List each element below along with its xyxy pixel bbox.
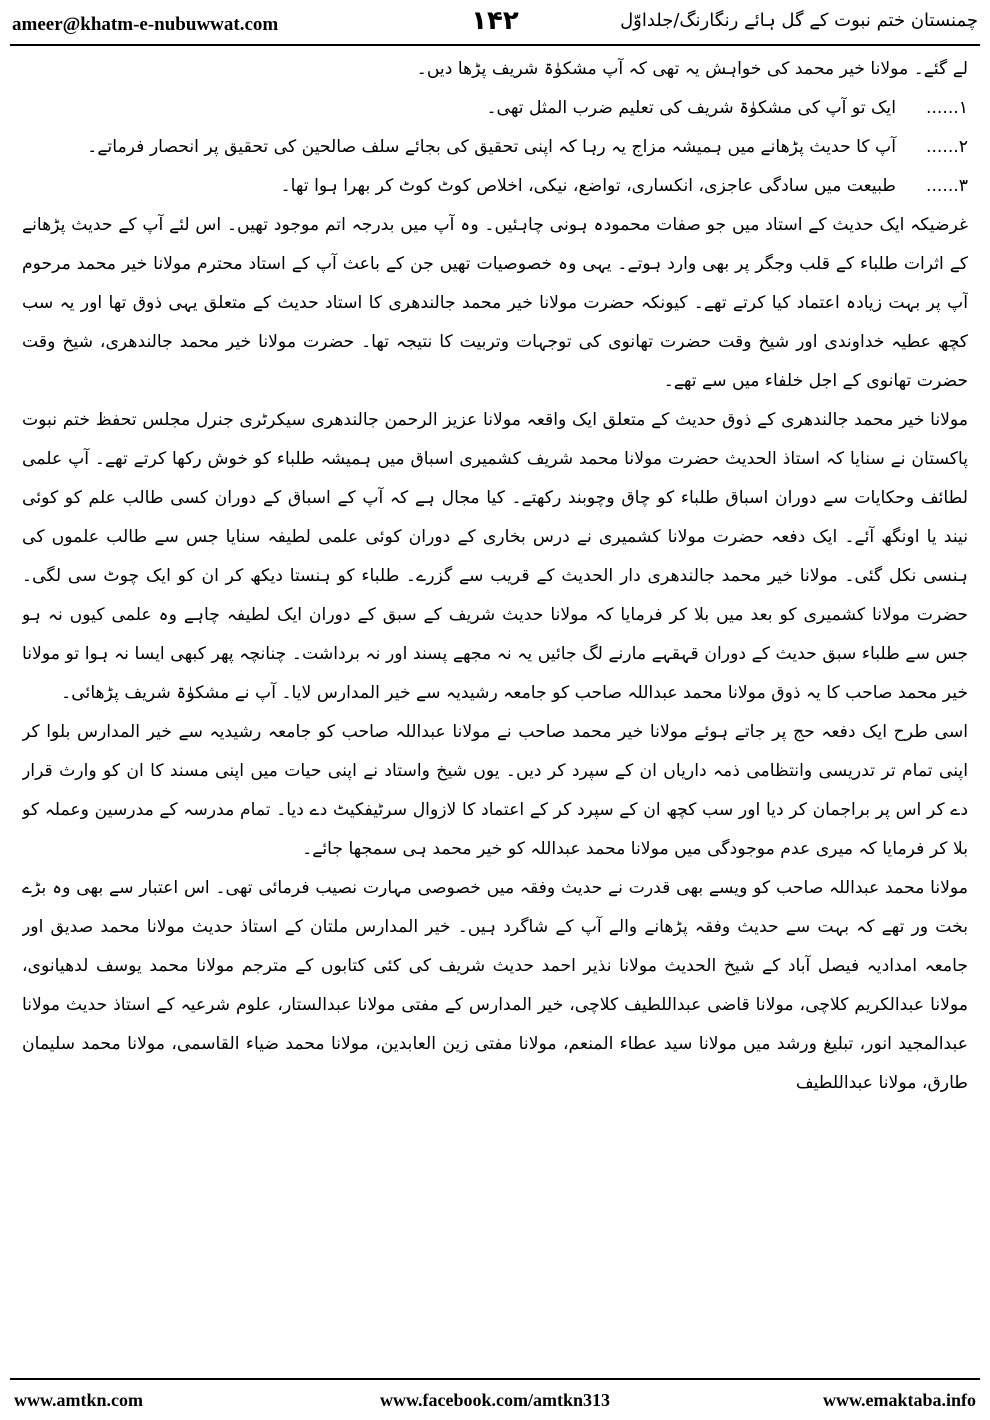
paragraph: اسی طرح ایک دفعہ حج پر جاتے ہوئے مولانا خیر محمد صاحب نے مولانا عبداللہ صاحب کو جامعہ رشیدیہ سے خیر المدارس بلوا کر اپنی تمام تر تدریسی وانتظامی ذمہ داریاں ان کے سپرد کر دیں۔ یوں شیخ واستاد نے اپنی حیات میں اپنی مسند کا ان کو وارث قرار دے کر اس پر براجمان کر دیا اور سب کچھ ان کے سپرد کر کے اعتماد کا لازوال سرٹیفکیٹ دے دیا۔ تمام مدرسہ کے مدرسین وعملہ کو بلا کر فرمایا کہ میری عدم موجودگی میں مولانا محمد عبداللہ کو خیر محمد ہی سمجھا جائے۔: [22, 722, 968, 859]
list-item-text: طبیعت میں سادگی عاجزی، انکساری، تواضع، نیکی، اخلاص کوٹ کوٹ کر بھرا ہوا تھا۔: [280, 176, 896, 196]
footer-divider: [10, 1378, 980, 1380]
list-item-number: ۱......: [925, 98, 968, 118]
book-title: چمنستان ختم نبوت کے گل ہائے رنگارنگ/جلداوّل: [620, 10, 978, 31]
header-email[interactable]: ameer@khatm-e-nubuwwat.com: [12, 14, 279, 35]
list-item-text: ایک تو آپ کی مشکوٰۃ شریف کی تعلیم ضرب المثل تھی۔: [486, 98, 896, 118]
list-item: [22, 128, 968, 167]
page-number: ۱۴۲: [471, 6, 519, 36]
list-item: [22, 89, 968, 128]
paragraph: مولانا خیر محمد جالندھری کے ذوق حدیث کے متعلق ایک واقعہ مولانا عزیز الرحمن جالندھری سیکرٹری جنرل مجلس تحفظ ختم نبوت پاکستان نے سنایا کہ استاذ الحدیث حضرت مولانا محمد شریف کشمیری اسباق میں ہمیشہ طلباء کو خوش رکھا کرتے تھے۔ آپ علمی لطائف وحکایات سے دوران اسباق طلباء کو چاق وچوبند رکھتے۔ کیا مجال ہے کہ آپ کے اسباق کے دوران کسی طالب علم کو کوئی نیند یا اونگھ آئے۔ ایک دفعہ حضرت مولانا کشمیری نے درس بخاری کے دوران کوئی علمی لطیفہ سنایا جس سے طالب علموں کی ہنسی نکل گئی۔ مولانا خیر محمد جالندھری دار الحدیث کے قریب سے گزرے۔ طلباء کو ہنستا دیکھ کر ان کو ایک چوٹ سی لگی۔ حضرت مولانا کشمیری کو بعد میں بلا کر فرمایا کہ مولانا حدیث شریف کے سبق کے دوران ایک لطیفہ چاہے وہ علمی کیوں نہ ہو جس سے طلباء سبق حدیث کے دوران قہقہے مارنے لگ جائیں یہ نہ مجھے پسند اور نہ برداشت۔ چنانچہ پھر کبھی ایسا نہ ہوا تو مولانا خیر محمد صاحب کا یہ ذوق مولانا محمد عبداللہ صاحب کو جامعہ رشیدیہ سے خیر المدارس لایا۔ آپ نے مشکوٰۃ شریف پڑھائی۔: [22, 410, 968, 703]
paragraph: مولانا محمد عبداللہ صاحب کو ویسے بھی قدرت نے حدیث وفقہ میں خصوصی مہارت نصیب فرمائی تھی۔ اس اعتبار سے بھی وہ بڑے بخت ور تھے کہ بہت سے حدیث وفقہ پڑھانے والے آپ کے شاگرد ہیں۔ خیر المدارس ملتان کے استاذ حدیث مولانا محمد صدیق اور جامعہ امدادیہ فیصل آباد کے شیخ الحدیث مولانا نذیر احمد حدیث شریف کی کئی کتابوں کے مترجم مولانا محمد یوسف لدھیانوی، مولانا عبدالکریم کلاچی، مولانا قاضی عبداللطیف کلاچی، خیر المدارس کے مفتی مولانا عبدالستار، علوم شرعیہ کے استاذ حدیث مولانا عبدالمجید انور، تبلیغ ورشد میں مولانا سید عطاء المنعم، مولانا مفتی زین العابدین، مولانا محمد ضیاء القاسمی، مولانا محمد سلیمان طارق، مولانا عبداللطیف: [22, 878, 968, 1093]
paragraph-intro: لے گئے۔ مولانا خیر محمد کی خواہش یہ تھی کہ آپ مشکوٰۃ شریف پڑھا دیں۔: [416, 59, 968, 79]
footer-link-facebook[interactable]: www.facebook.com/amtkn313: [380, 1390, 610, 1410]
page-body: [22, 50, 968, 1372]
header-divider: [10, 44, 980, 46]
list-item: [22, 167, 968, 206]
footer-link-emaktaba[interactable]: www.emaktaba.info: [822, 1390, 976, 1410]
page-footer: [0, 1382, 990, 1420]
list-item-number: ۲......: [925, 137, 968, 157]
page-header: [0, 0, 990, 44]
list-item-text: آپ کا حدیث پڑھانے میں ہمیشہ مزاج یہ رہا کہ اپنی تحقیق کی بجائے سلف صالحین کی تحقیق پر انحصار فرماتے۔: [87, 137, 896, 157]
footer-link-website[interactable]: www.amtkn.com: [14, 1390, 143, 1410]
paragraph: غرضیکہ ایک حدیث کے استاد میں جو صفات محمودہ ہونی چاہئیں۔ وہ آپ میں بدرجہ اتم موجود تھیں۔ اس لئے آپ کے حدیث پڑھانے کے اثرات طلباء کے قلب وجگر پر بھی وارد ہوتے۔ یہی وہ خصوصیات تھیں جن کے باعث آپ کے استاد محترم مولانا خیر محمد مرحوم آپ پر بہت زیادہ اعتماد کیا کرتے تھے۔ کیونکہ حضرت مولانا خیر محمد جالندھری کا استاد حدیث کے متعلق یہی ذوق تھا اور یہ سب کچھ عطیہ خداوندی اور شیخ وقت حضرت تھانوی کی توجہات وتربیت کا نتیجہ تھا۔ حضرت مولانا خیر محمد جالندھری، شیخ وقت حضرت تھانوی کے اجل خلفاء میں سے تھے۔: [22, 215, 968, 391]
list-item-number: ۳......: [925, 176, 968, 196]
